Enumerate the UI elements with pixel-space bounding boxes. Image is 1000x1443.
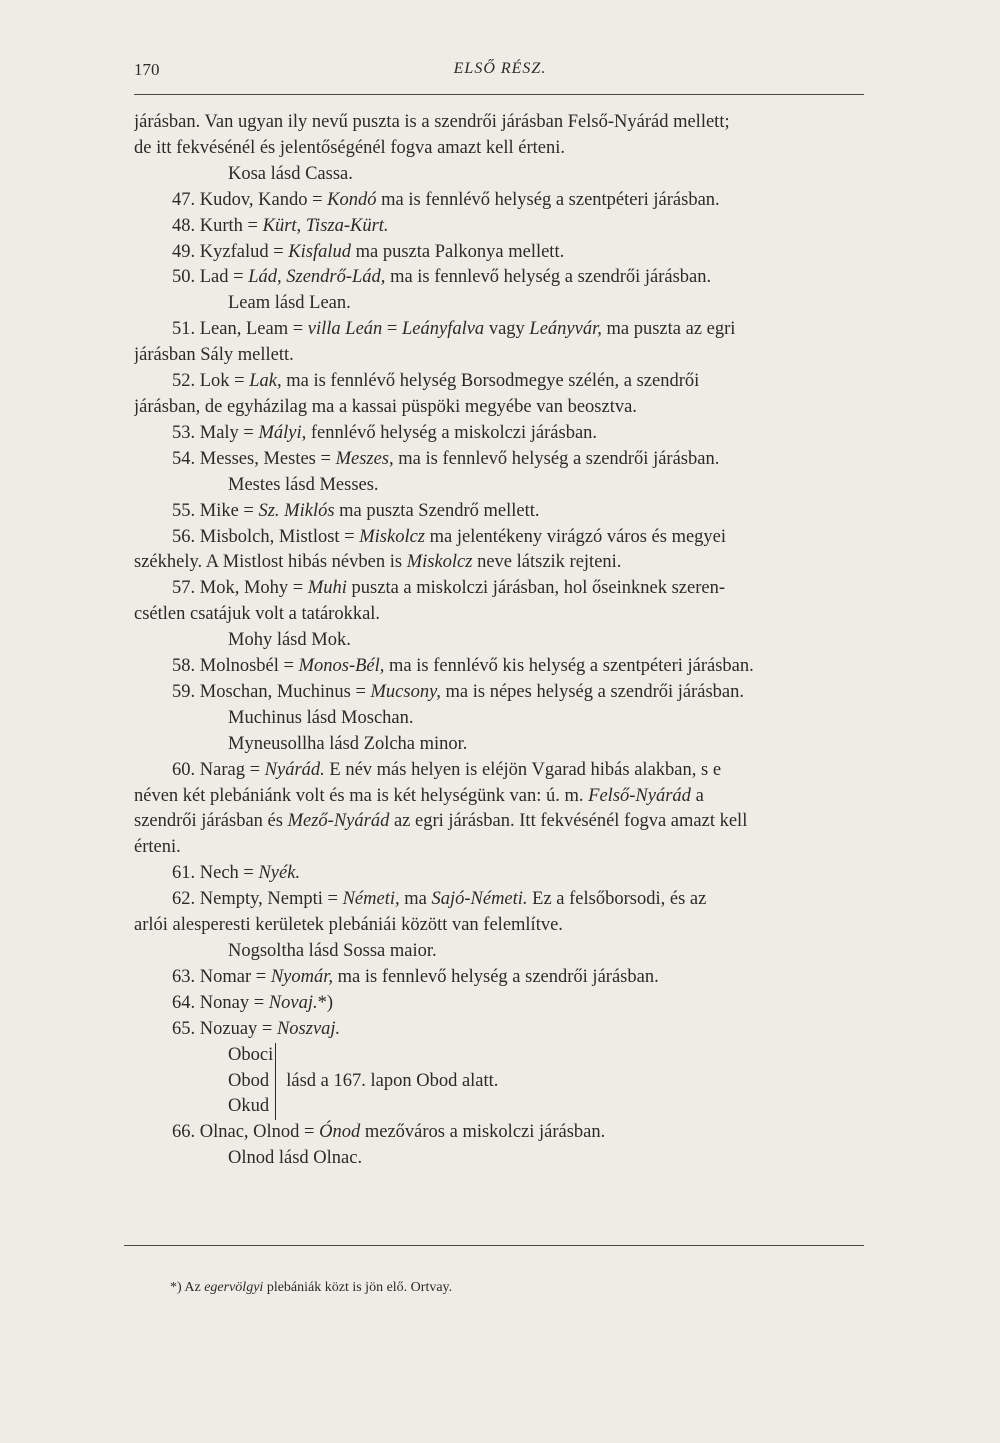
- entry-60: 60. Narag = Nyárád. E név más helyen is eléjön Vgarad hibás alakban, s e: [172, 759, 722, 780]
- entry-56: 56. Misbolch, Mistlost = Miskolcz ma jelentékeny virágzó város és megyei: [172, 526, 727, 547]
- cross-reference: Mohy lásd Mok.: [228, 630, 351, 651]
- entry-52: 52. Lok = Lak, ma is fennlévő helység Borsodmegye szélén, a szendrői: [172, 371, 700, 392]
- bracket-names: [228, 1043, 276, 1121]
- text-line: járásban Sály mellett.: [134, 345, 294, 366]
- bracket-name: Oboci: [228, 1044, 274, 1065]
- entry-48: 48. Kurth = Kürt, Tisza-Kürt.: [172, 215, 389, 236]
- entry-64: 64. Nonay = Novaj.*): [172, 992, 334, 1013]
- entry-53: 53. Maly = Mályi, fennlévő helység a miskolczi járásban.: [172, 422, 598, 443]
- cross-reference: Nogsoltha lásd Sossa maior.: [228, 941, 437, 961]
- text-line: járásban. Van ugyan ily nevű puszta is a szendrői járásban Felső-Nyárád mellett;: [134, 112, 730, 132]
- cross-reference: Leam lásd Lean.: [228, 293, 351, 314]
- running-head: ELSŐ RÉSZ.: [453, 60, 547, 77]
- text-line: járásban, de egyházilag ma a kassai püspöki megyébe van beosztva.: [134, 396, 637, 417]
- cross-reference: Myneusollha lásd Zolcha minor.: [228, 733, 468, 754]
- entry-59: 59. Moschan, Muchinus = Mucsony, ma is népes helység a szendrői járásban.: [172, 681, 744, 702]
- cross-reference: Muchinus lásd Moschan.: [228, 707, 414, 728]
- entry-66: 66. Olnac, Olnod = Ónod mezőváros a miskolczi járásban.: [172, 1122, 606, 1143]
- cross-reference: Mestes lásd Messes.: [228, 474, 379, 495]
- entry-51: 51. Lean, Leam = villa Leán = Leányfalva vagy Leányvár, ma puszta az egri: [172, 319, 736, 340]
- text-line: arlói alesperesti kerületek plebániái között van felemlítve.: [134, 915, 563, 936]
- entry-57: 57. Mok, Mohy = Muhi puszta a miskolczi járásban, hol őseinknek szeren-: [172, 578, 725, 599]
- text-line: néven két plebániánk volt és ma is két helységünk van: ú. m. Felső-Nyárád a: [134, 785, 704, 806]
- page-header: [0, 58, 1000, 98]
- cross-reference: Olnod lásd Olnac.: [228, 1148, 363, 1169]
- bracket-group: [134, 1043, 864, 1121]
- page-number: 170: [134, 60, 160, 79]
- entry-58: 58. Molnosbél = Monos-Bél, ma is fennlévő kis helység a szentpéteri járásban.: [172, 656, 754, 677]
- entry-63: 63. Nomar = Nyomár, ma is fennlevő helység a szendrői járásban.: [172, 966, 659, 987]
- entry-50: 50. Lad = Lád, Szendrő-Lád, ma is fennlevő helység a szendrői járásban.: [172, 267, 712, 288]
- entry-49: 49. Kyzfalud = Kisfalud ma puszta Palkonya mellett.: [172, 241, 565, 262]
- footnote-rule: [124, 1245, 864, 1246]
- cross-reference: Kosa lásd Cassa.: [228, 163, 353, 184]
- text-line: csétlen csatájuk volt a tatárokkal.: [134, 604, 381, 625]
- entry-62: 62. Nempty, Nempti = Németi, ma Sajó-Németi. Ez a felsőborsodi, és az: [172, 889, 707, 910]
- bracket-name: Obod: [228, 1070, 270, 1091]
- entry-65: 65. Nozuay = Noszvaj.: [172, 1018, 341, 1039]
- text-line: szendrői járásban és Mező-Nyárád az egri járásban. Itt fekvésénél fogva amazt kell: [134, 811, 748, 832]
- entry-54: 54. Messes, Mestes = Meszes, ma is fennlevő helység a szendrői járásban.: [172, 448, 720, 469]
- text-line: érteni.: [134, 837, 181, 858]
- entry-55: 55. Mike = Sz. Miklós ma puszta Szendrő mellett.: [172, 500, 540, 521]
- footnote: *) Az egervölgyi plebániák közt is jön elő. Ortvay.: [170, 1280, 453, 1295]
- entry-61: 61. Nech = Nyék.: [172, 863, 301, 884]
- page-body: [134, 110, 864, 1172]
- entry-47: 47. Kudov, Kando = Kondó ma is fennlévő helység a szentpéteri járásban.: [172, 189, 720, 210]
- text-line: de itt fekvésénél és jelentőségénél fogva amazt kell érteni.: [134, 137, 565, 158]
- text-line: székhely. A Mistlost hibás névben is Miskolcz neve látszik rejteni.: [134, 552, 622, 573]
- header-rule: [134, 94, 864, 95]
- bracket-reference: lásd a 167. lapon Obod alatt.: [286, 1070, 499, 1091]
- bracket-name: Okud: [228, 1096, 270, 1117]
